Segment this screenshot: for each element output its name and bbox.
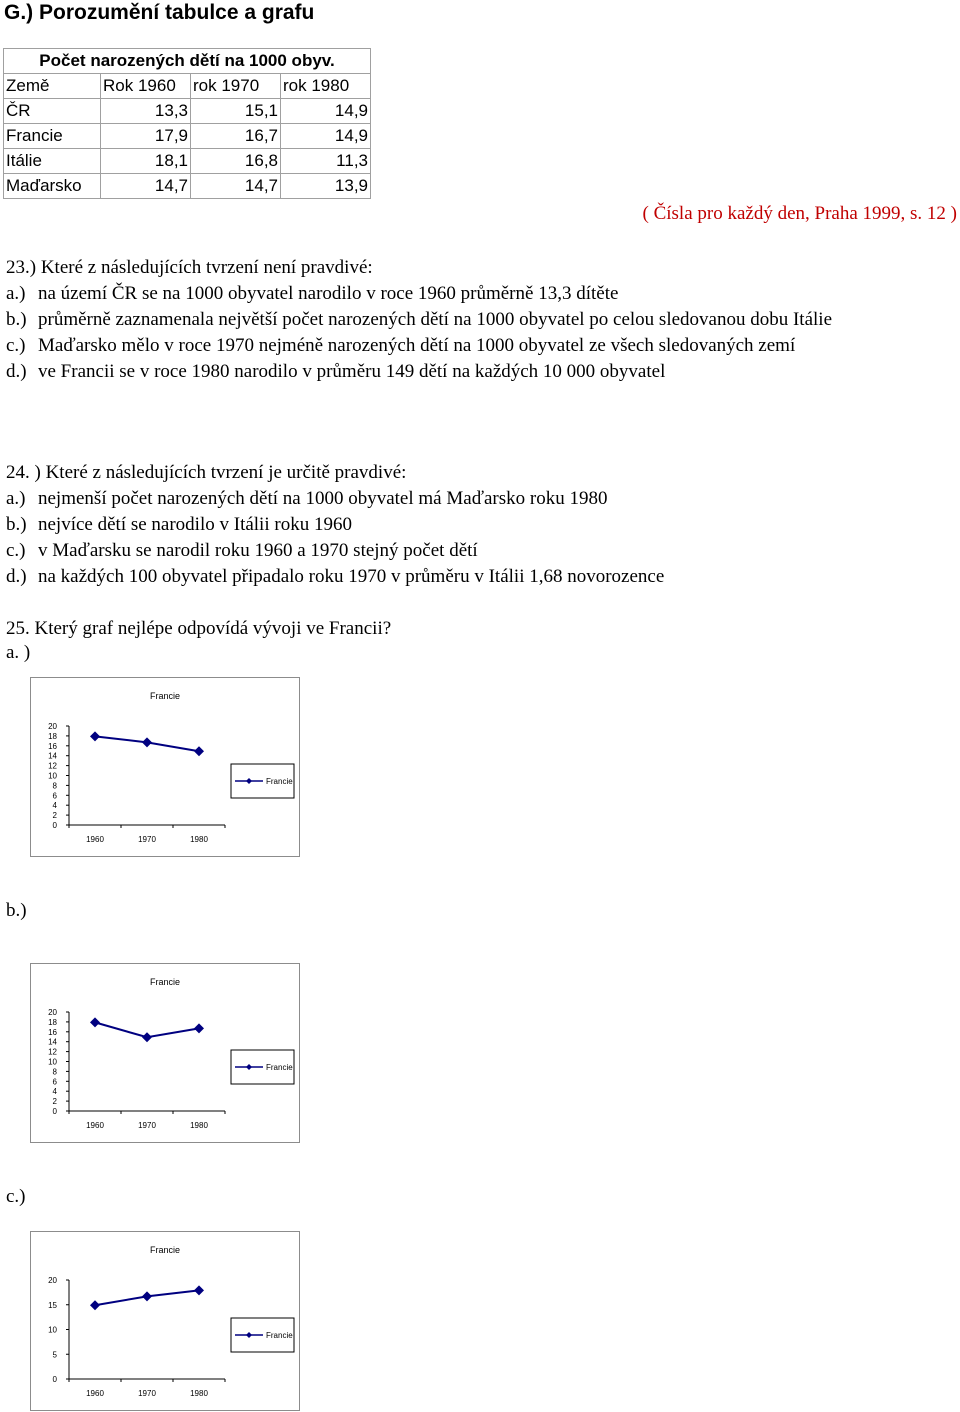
option-text: nejmenší počet narozených dětí na 1000 obyvatel má Maďarsko roku 1980 [38,488,608,509]
chart-svg [31,678,299,856]
option-label: a.) [6,283,26,304]
y-tick-label: 18 [48,731,57,741]
table-caption-row [4,49,371,74]
answer-option[interactable] [6,512,958,538]
chart-svg [31,1232,299,1410]
chart-b [30,963,300,1143]
table-row [4,174,371,199]
option-text: ve Francii se v roce 1980 narodilo v průměru 149 dětí na každých 10 000 obyvatel [38,361,666,382]
data-point-marker [194,1285,204,1295]
option-label: c.) [6,540,26,561]
question-title: 24. ) Které z následujících tvrzení je určitě pravdivé: [6,462,407,483]
x-tick-label: 1960 [86,835,104,844]
table-cell-country: Francie [4,124,101,149]
table-cell-country: Itálie [4,149,101,174]
table-caption: Počet narozených dětí na 1000 obyv. [4,49,371,74]
question-23 [6,255,958,385]
y-tick-label: 0 [52,1375,57,1384]
y-tick-label: 0 [52,821,57,830]
table-cell-country: ČR [4,99,101,124]
table-cell-value: 11,3 [281,149,371,174]
y-tick-label: 5 [52,1350,57,1360]
question-24 [6,460,958,590]
y-tick-label: 14 [48,751,57,761]
table-cell-value: 15,1 [191,99,281,124]
option-label: d.) [6,361,27,382]
y-tick-label: 4 [52,801,57,811]
table-header-cell: rok 1980 [281,74,371,99]
answer-option[interactable] [6,307,958,333]
answer-option[interactable] [6,359,958,385]
option-text: na území ČR se na 1000 obyvatel narodilo v roce 1960 průměrně 13,3 dítěte [38,283,619,304]
option-text: nejvíce dětí se narodilo v Itálii roku 1960 [38,514,352,535]
y-tick-label: 2 [52,1097,57,1107]
option-label: b.) [6,514,27,535]
option-text: průměrně zaznamenala největší počet narozených dětí na 1000 obyvatel po celou sledovanou dobu Itálie [38,309,833,330]
x-tick-label: 1960 [86,1389,104,1398]
question-title: 23.) Které z následujících tvrzení není pravdivé: [6,257,373,278]
data-point-marker [90,731,100,741]
table-cell-value: 14,7 [101,174,191,199]
chart-c [30,1231,300,1411]
table-cell-value: 13,3 [101,99,191,124]
x-tick-label: 1960 [86,1121,104,1130]
x-tick-label: 1970 [138,1389,156,1398]
table-cell-value: 18,1 [101,149,191,174]
option-text: v Maďarsku se narodil roku 1960 a 1970 stejný počet dětí [38,540,478,561]
answer-option[interactable] [6,486,958,512]
y-tick-label: 2 [52,811,57,821]
chart-title: Francie [149,1245,181,1255]
y-tick-label: 14 [48,1037,57,1047]
y-tick-label: 6 [52,1077,57,1087]
table-row [4,124,371,149]
table-header-cell: Země [4,74,101,99]
data-point-marker [142,1291,152,1301]
data-point-marker [194,1023,204,1033]
table-cell-value: 16,8 [191,149,281,174]
y-tick-label: 8 [52,781,57,791]
data-point-marker [90,1017,100,1027]
table-row [4,149,371,174]
y-tick-label: 16 [48,1027,57,1037]
table-cell-value: 16,7 [191,124,281,149]
question-title: 25. Který graf nejlépe odpovídá vývoji ve Francii? [6,618,392,639]
data-point-marker [90,1300,100,1310]
y-tick-label: 10 [48,1325,57,1335]
table-cell-value: 14,9 [281,99,371,124]
y-tick-label: 4 [52,1087,57,1097]
data-point-marker [194,746,204,756]
y-tick-label: 0 [52,1107,57,1116]
y-tick-label: 15 [48,1300,57,1310]
option-label: a.) [6,488,26,509]
table-header-cell: Rok 1960 [101,74,191,99]
legend-label: Francie [266,1331,293,1340]
table-header-row [4,74,371,99]
y-tick-label: 20 [48,1008,57,1017]
y-tick-label: 10 [48,1057,57,1067]
x-tick-label: 1970 [138,1121,156,1130]
table-row [4,99,371,124]
y-tick-label: 12 [48,1047,57,1057]
table-cell-value: 14,7 [191,174,281,199]
table-cell-country: Maďarsko [4,174,101,199]
y-tick-label: 18 [48,1017,57,1027]
option-label: d.) [6,566,27,587]
option-text: Maďarsko mělo v roce 1970 nejméně narozených dětí na 1000 obyvatel ze všech sledovaných zemí [38,335,796,356]
legend-label: Francie [266,777,293,786]
x-tick-label: 1980 [190,1389,208,1398]
y-tick-label: 16 [48,741,57,751]
option-label: b.) [6,309,27,330]
chart-svg [31,964,299,1142]
table-cell-value: 13,9 [281,174,371,199]
legend-label: Francie [266,1063,293,1072]
table-cell-value: 14,9 [281,124,371,149]
x-tick-label: 1980 [190,1121,208,1130]
question-25 [6,616,958,642]
table-cell-value: 17,9 [101,124,191,149]
chart-option-label-a[interactable]: a. ) [6,642,31,663]
option-text: na každých 100 obyvatel připadalo roku 1970 v průměru v Itálii 1,68 novorozence [38,566,665,587]
y-tick-label: 8 [52,1067,57,1077]
y-tick-label: 12 [48,761,57,771]
answer-option[interactable] [6,564,958,590]
section-heading: G.) Porozumění tabulce a grafu [4,1,315,24]
source-citation: ( Čísla pro každý den, Praha 1999, s. 12 ) [642,203,957,224]
option-label: c.) [6,335,26,356]
y-tick-label: 20 [48,1276,57,1285]
x-tick-label: 1970 [138,835,156,844]
answer-option[interactable] [6,333,958,359]
y-tick-label: 20 [48,722,57,731]
chart-option-label-b[interactable]: b.) [6,900,27,921]
chart-title: Francie [149,977,181,987]
x-tick-label: 1980 [190,835,208,844]
birth-rate-table [3,48,371,199]
table-header-cell: rok 1970 [191,74,281,99]
data-point-marker [142,1032,152,1042]
answer-option[interactable] [6,281,958,307]
answer-option[interactable] [6,538,958,564]
data-point-marker [142,737,152,747]
y-tick-label: 6 [52,791,57,801]
chart-title: Francie [149,691,181,701]
chart-a [30,677,300,857]
y-tick-label: 10 [48,771,57,781]
chart-option-label-c[interactable]: c.) [6,1186,26,1207]
